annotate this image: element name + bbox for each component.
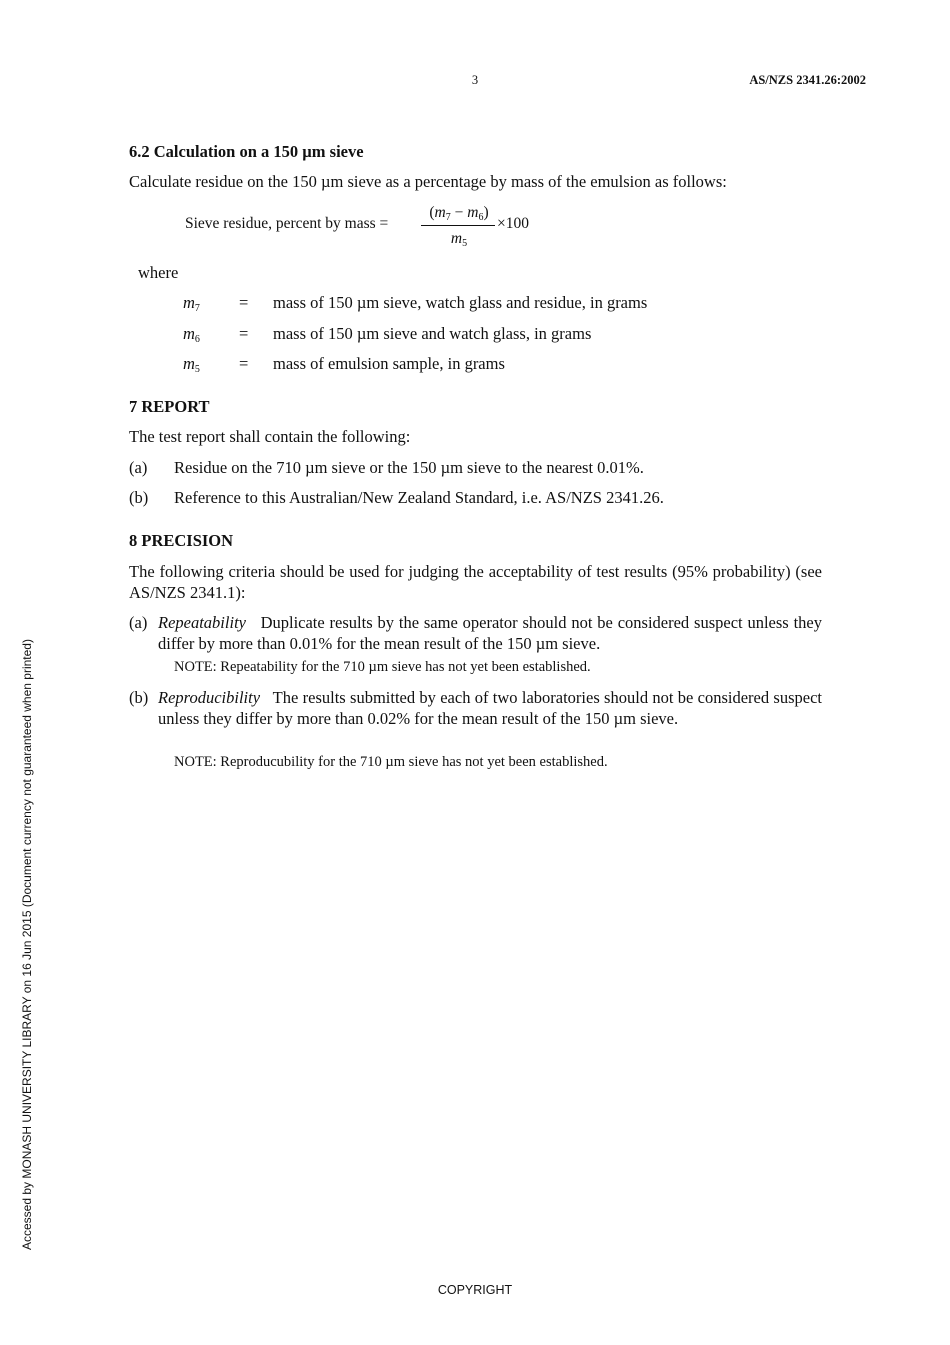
list-item [129, 488, 664, 509]
access-watermark: Accessed by MONASH UNIVERSITY LIBRARY on 16 Jun 2015 (Document currency not guaranteed when printed) [20, 639, 34, 1250]
definition-equals: = [239, 293, 249, 312]
definition-variable: $m_6$ [183, 324, 200, 345]
repeatability-note: NOTE: Repeatability for the 710 µm sieve has not yet been established. [174, 659, 591, 675]
reproducibility-note: NOTE: Reproducubility for the 710 µm sieve has not yet been established. [174, 754, 608, 770]
precision-item-marker: (a) [129, 613, 148, 632]
fraction-bar [421, 225, 495, 226]
precision-item-marker: (b) [129, 688, 149, 707]
definition-variable: $m_5$ [183, 354, 200, 375]
list-item-text: Residue on the 710 µm sieve or the 150 µm sieve to the nearest 0.01%. [174, 458, 644, 477]
definition-text: mass of 150 µm sieve, watch glass and residue, in grams [273, 293, 648, 312]
section-6-2-intro: Calculate residue on the 150 µm sieve as a percentage by mass of the emulsion as follows: [129, 172, 727, 191]
definition-text: mass of emulsion sample, in grams [273, 354, 505, 373]
list-marker: (b) [129, 488, 149, 507]
definition-equals: = [239, 354, 249, 373]
formula-multiplier: ×100 [497, 215, 529, 232]
where-label: where [138, 263, 179, 282]
section-6-2-heading: 6.2 Calculation on a 150 µm sieve [129, 142, 364, 161]
section-7-intro: The test report shall contain the following: [129, 427, 411, 446]
definition-equals: = [239, 324, 249, 343]
list-marker: (a) [129, 458, 148, 477]
standard-identifier: AS/NZS 2341.26:2002 [749, 73, 866, 87]
precision-term: Reproducibility [158, 688, 261, 707]
precision-text: The results submitted by each of two laboratories should not be considered suspect unless they differ by more than 0.02% for the mean result of the 150 µm sieve. [158, 688, 823, 728]
definition-text: mass of 150 µm sieve and watch glass, in grams [273, 324, 592, 343]
section-7-heading: 7 REPORT [129, 397, 210, 416]
formula-denominator: $m_5$ [450, 230, 468, 249]
precision-text: Duplicate results by the same operator should not be considered suspect unless they differ by more than 0.01% for the mean result of the 150 µm sieve. [158, 613, 822, 653]
formula-numerator: $(m_7 - m_6)$ [429, 204, 489, 223]
precision-item-repeatability [158, 613, 822, 654]
page-number: 3 [471, 73, 479, 87]
section-8-intro: The following criteria should be used for judging the acceptability of test results (95% probability) (see AS/NZS 2341.1): [129, 562, 822, 602]
formula-label: Sieve residue, percent by mass = [185, 215, 389, 232]
section-8-heading: 8 PRECISION [129, 531, 234, 550]
list-item [129, 458, 644, 479]
precision-item-reproducibility [158, 688, 822, 729]
copyright-footer: COPYRIGHT [437, 1283, 513, 1297]
definition-variable: $m_7$ [183, 293, 200, 314]
precision-term: Repeatability [158, 613, 246, 632]
list-item-text: Reference to this Australian/New Zealand Standard, i.e. AS/NZS 2341.26. [174, 488, 664, 507]
